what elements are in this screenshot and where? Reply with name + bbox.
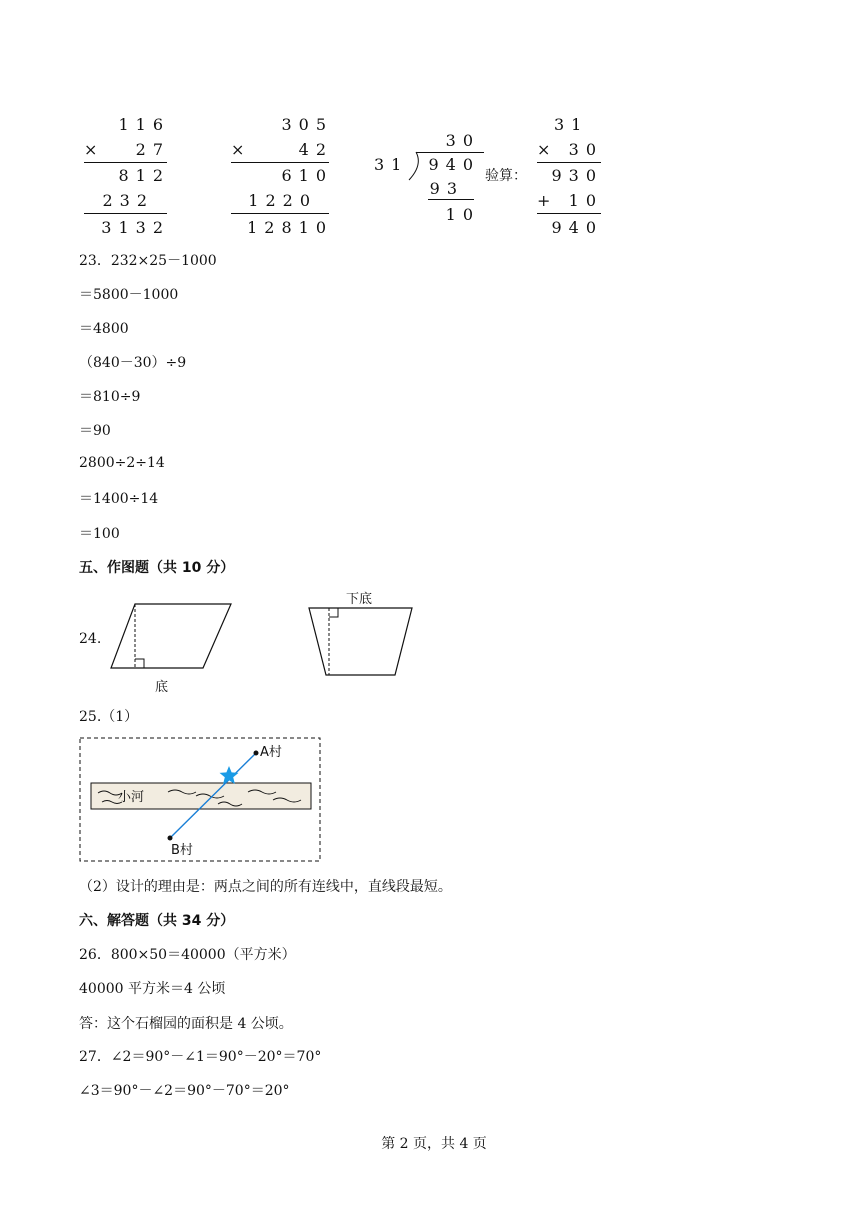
q23-line: ＝100: [79, 526, 120, 542]
parallelogram-base-label: 底: [155, 680, 169, 695]
calc1-multiplicand: 116: [118, 115, 170, 134]
q26-line: 40000 平方米＝4 公顷: [79, 981, 226, 997]
section6-heading: 六、解答题（共 34 分）: [79, 913, 235, 929]
q25-reason: （2）设计的理由是：两点之间的所有连线中，直线段最短。: [79, 879, 452, 895]
check-label: 验算：: [485, 168, 527, 184]
right-angle-mark: [329, 608, 338, 617]
point-b: [168, 836, 173, 841]
calc2-line2: [231, 213, 329, 214]
calc3-subtract: 93: [429, 179, 464, 198]
page-footer: 第 2 页，共 4 页: [381, 1136, 487, 1152]
right-angle-mark: [135, 659, 144, 668]
q24-trapezoid-figure: [303, 603, 418, 683]
calc2-partial2: 1220: [248, 191, 317, 210]
check-product: 930: [551, 166, 603, 185]
calc3-divisor: 31: [374, 155, 409, 174]
calc1-partial1: 812: [118, 166, 170, 185]
q26-line: 26．800×50＝40000（平方米）: [79, 947, 296, 963]
calc3-division-bracket: [405, 151, 421, 181]
calc3-quotient: 30: [445, 131, 480, 150]
parallelogram-shape: [111, 604, 231, 668]
check-multiplier: 30: [568, 140, 603, 159]
calc1-line1: [84, 162, 167, 163]
check-result: 940: [551, 218, 603, 237]
q23-line: ＝1400÷14: [79, 491, 159, 507]
q24-number: 24.: [79, 631, 102, 647]
section5-heading: 五、作图题（共 10 分）: [79, 560, 235, 576]
check-line2: [537, 213, 601, 214]
trapezoid-lower-base-label: 下底: [346, 592, 373, 607]
q23-line: 2800÷2÷14: [79, 455, 165, 471]
check-remainder: 10: [568, 191, 603, 210]
q27-line: 27．∠2＝90°－∠1＝90°－20°＝70°: [79, 1049, 322, 1065]
q23-line: ＝810÷9: [79, 389, 141, 405]
calc1-multiplier: 27: [135, 140, 170, 159]
calc1-result: 3132: [101, 218, 170, 237]
calc2-partial1: 610: [281, 166, 333, 185]
trapezoid-shape: [309, 608, 412, 675]
check-multiplicand: 31: [554, 115, 589, 134]
q23-line: ＝90: [79, 423, 111, 439]
calc3-remainder: 10: [445, 205, 480, 224]
calc1-partial2: 232: [102, 191, 154, 210]
village-b-label: B村: [171, 843, 193, 858]
check-operator-plus: +: [537, 191, 558, 210]
star-icon: [220, 766, 239, 784]
q23-line: ＝4800: [79, 321, 129, 337]
calc1-operator: ×: [84, 140, 105, 159]
q25-river-diagram: [78, 736, 324, 864]
calc1-line2: [84, 213, 167, 214]
check-line1: [537, 162, 601, 163]
calc2-multiplier: 42: [298, 140, 333, 159]
village-a-label: A村: [260, 745, 282, 760]
calc3-line: [428, 199, 474, 200]
calc2-result: 12810: [247, 218, 333, 237]
q24-parallelogram-figure: [105, 598, 240, 693]
calc3-dividend: 940: [428, 155, 480, 174]
q25-number: 25.（1）: [79, 709, 139, 725]
point-a: [254, 751, 259, 756]
calc2-multiplicand: 305: [281, 115, 333, 134]
q27-line: ∠3＝90°－∠2＝90°－70°＝20°: [79, 1083, 290, 1099]
q26-line: 答：这个石榴园的面积是 4 公顷。: [79, 1016, 293, 1032]
check-operator: ×: [537, 140, 558, 159]
q23-line: （840－30）÷9: [79, 355, 187, 371]
calc2-line1: [231, 162, 329, 163]
calc3-bracket-top: [416, 152, 484, 153]
calc2-operator: ×: [231, 140, 252, 159]
q23-line: 23．232×25－1000: [79, 253, 217, 269]
q23-line: ＝5800－1000: [79, 287, 179, 303]
river-label: 小河: [118, 790, 145, 805]
